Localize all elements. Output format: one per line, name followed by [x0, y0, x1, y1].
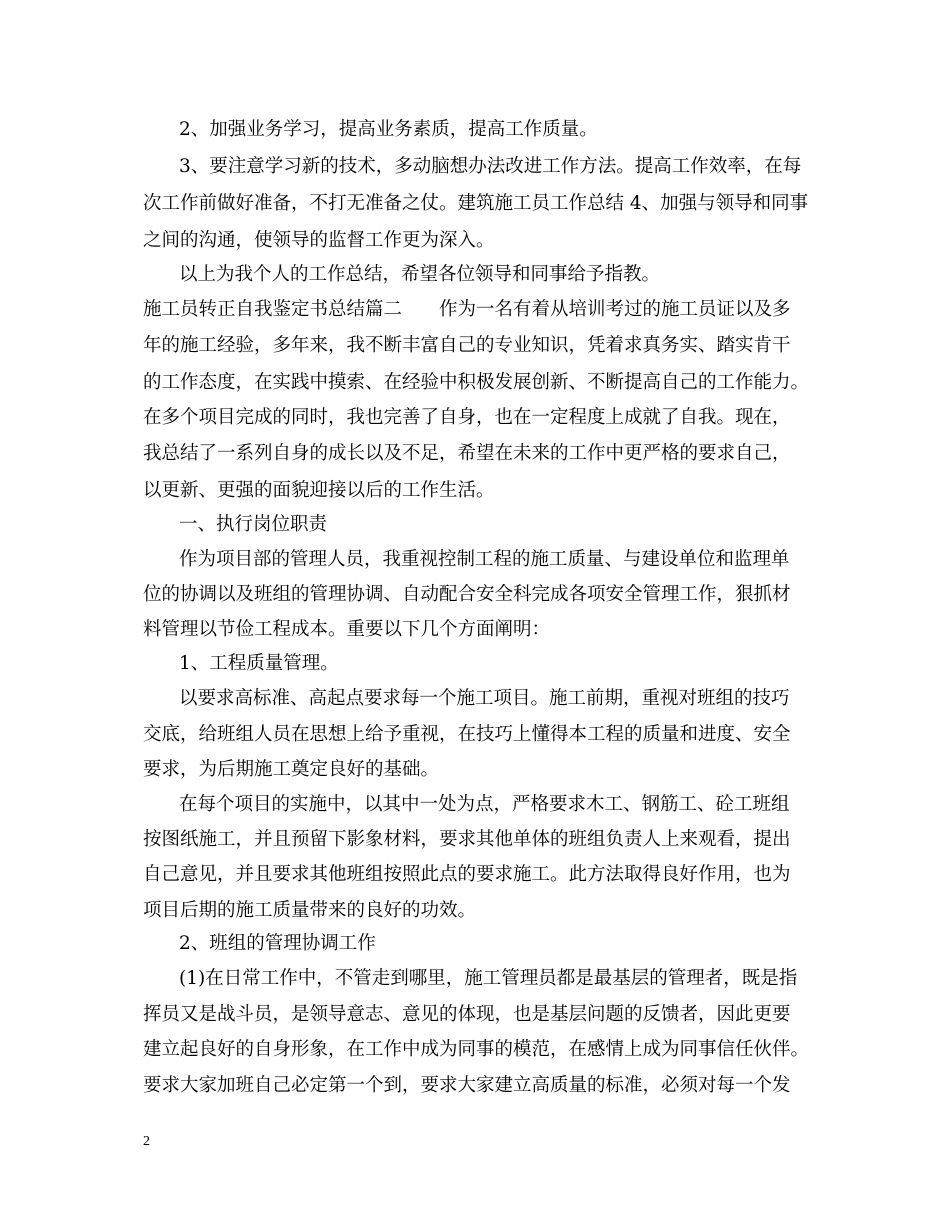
text-line-24: 2、班组的管理协调工作 — [179, 933, 376, 954]
text-line-23: 项目后期的施工质量带来的良好的功效。 — [143, 900, 477, 921]
text-line-19: 要求，为后期施工奠定良好的基础。 — [143, 759, 440, 780]
text-line-1: 2、加强业务学习，提高业务素质，提高工作质量。 — [179, 119, 598, 140]
text-line-17: 以要求高标准、高起点要求每一个施工项目。施工前期，重视对班组的技巧 — [179, 688, 790, 709]
text-line-12: 一、执行岗位职责 — [179, 514, 328, 535]
text-line-22: 自己意见，并且要求其他班组按照此点的要求施工。此方法取得良好作用，也为 — [143, 864, 791, 885]
text-line-9: 在多个项目完成的同时，我也完善了自身，也在一定程度上成就了自我。现在， — [143, 407, 791, 428]
text-line-28: 要求大家加班自己必定第一个到，要求大家建立高质量的标准，必须对每一个发 — [143, 1075, 791, 1096]
text-line-6: 施工员转正自我鉴定书总结篇二 作为一名有着从培训考过的施工员证以及多 — [143, 299, 791, 320]
text-line-11: 以更新、更强的面貌迎接以后的工作生活。 — [143, 480, 495, 501]
text-line-16: 1、工程质量管理。 — [179, 653, 339, 674]
text-line-26: 挥员又是战斗员，是领导意志、意见的体现，也是基层问题的反馈者，因此更要 — [143, 1004, 791, 1025]
text-line-7: 年的施工经验，多年来，我不断丰富自己的专业知识，凭着求真务实、踏实肯干 — [143, 335, 791, 356]
text-line-2: 3、要注意学习新的技术，多动脑想办法改进工作方法。提高工作效率，在每 — [179, 156, 802, 177]
text-line-8: 的工作态度，在实践中摸索、在经验中积极发展创新、不断提高自己的工作能力。 — [143, 372, 810, 393]
text-line-3: 次工作前做好准备，不打无准备之仗。建筑施工员工作总结 4、加强与领导和同事 — [143, 193, 809, 214]
text-line-4: 之间的沟通，使领导的监督工作更为深入。 — [143, 230, 495, 251]
text-line-14: 位的协调以及班组的管理协调、自动配合安全科完成各项安全管理工作，狠抓材 — [143, 584, 791, 605]
page-number: 2 — [143, 1134, 150, 1149]
text-line-20: 在每个项目的实施中，以其中一处为点，严格要求木工、钢筋工、砼工班组 — [179, 794, 790, 815]
text-line-5: 以上为我个人的工作总结，希望各位领导和同事给予指教。 — [179, 264, 661, 285]
text-line-21: 按图纸施工，并且预留下影象材料，要求其他单体的班组负责人上来观看，提出 — [143, 829, 791, 850]
text-line-10: 我总结了一系列自身的成长以及不足，希望在未来的工作中更严格的要求自己， — [143, 443, 791, 464]
text-line-13: 作为项目部的管理人员，我重视控制工程的施工质量、与建设单位和监理单 — [179, 549, 790, 570]
text-line-18: 交底，给班组人员在思想上给予重视，在技巧上懂得本工程的质量和进度、安全 — [143, 724, 791, 745]
text-line-15: 料管理以节俭工程成本。重要以下几个方面阐明： — [143, 619, 551, 640]
text-line-25: (1)在日常工作中，不管走到哪里，施工管理员都是最基层的管理者，既是指 — [179, 968, 798, 989]
text-line-27: 建立起良好的自身形象，在工作中成为同事的模范，在感情上成为同事信任伙伴。 — [143, 1039, 810, 1060]
